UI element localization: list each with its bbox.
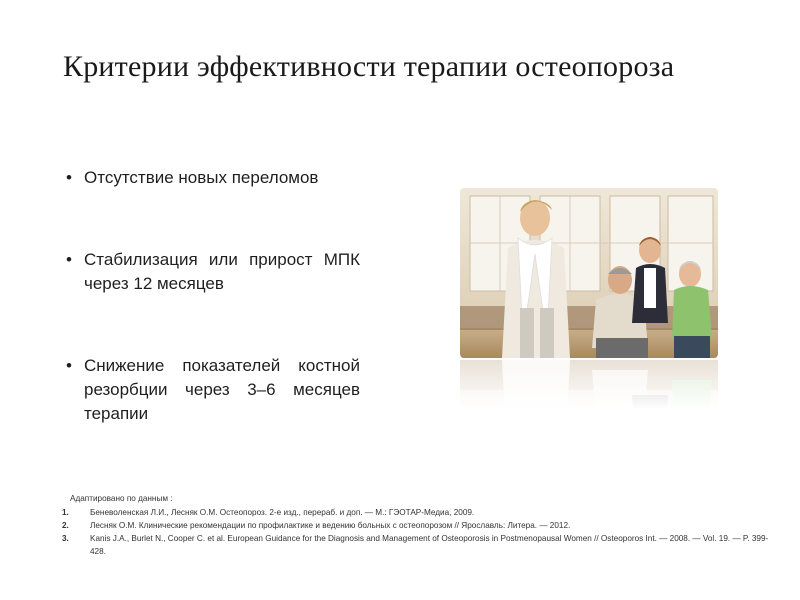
reference-item [62, 519, 782, 532]
elderly-group-exercise-photo-icon [460, 188, 718, 358]
bullet-list [64, 166, 360, 426]
bullet-dot-icon: • [66, 168, 72, 187]
references [62, 492, 782, 558]
bullet-text: Снижение показателей костной резорбции через 3–6 месяцев терапии [84, 356, 360, 423]
reference-number: 3. [62, 534, 69, 543]
bullet-text: Отсутствие новых переломов [84, 168, 319, 187]
reference-text: Kanis J.A., Burlet N., Cooper C. et al. European Guidance for the Diagnosis and Management of Osteoporosis in Postmenopausal Women // Osteoporos Int. — 2008. — Vol. 19. — P. 399-428. [90, 534, 769, 556]
bullet-item [64, 248, 360, 296]
bullet-text: Стабилизация или прирост МПК через 12 месяцев [84, 250, 360, 293]
references-intro: Адаптировано по данным : [70, 494, 173, 503]
reference-item [62, 532, 782, 558]
bullet-dot-icon: • [66, 250, 72, 269]
reference-text: Беневоленская Л.И., Лесняк О.М. Остеопороз. 2-е изд., перераб. и доп. — М.: ГЭОТАР-Медиа, 2009. [90, 508, 475, 517]
bullet-item [64, 354, 360, 426]
reference-number: 1. [62, 508, 69, 517]
bullet-item [64, 166, 360, 190]
reference-text: Лесняк О.М. Клинические рекомендации по профилактике и ведению больных с остеопорозом // Ярославль: Литера. — 2012. [90, 521, 571, 530]
seniors-photo [460, 188, 718, 358]
reference-item [62, 506, 782, 519]
references-list [62, 506, 782, 558]
reference-number: 2. [62, 521, 69, 530]
photo-reflection [460, 360, 718, 410]
bullet-dot-icon: • [66, 356, 72, 375]
slide-title: Критерии эффективности терапии остеопороза [63, 50, 675, 83]
